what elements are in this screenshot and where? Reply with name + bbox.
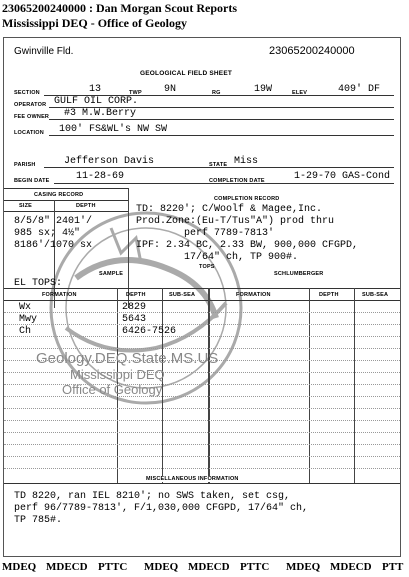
sample-label: SAMPLE [99, 271, 124, 277]
location-label: LOCATION [14, 130, 44, 136]
footer-item: PTTC [98, 561, 128, 573]
section-label: SECTION [14, 90, 40, 96]
schlumberger-label: SCHLUMBERGER [274, 271, 324, 277]
watermark-org: Mississippi DEQ [70, 367, 165, 382]
begin-date-underline [54, 183, 394, 184]
completion-date-value: 1-29-70 GAS-Cond [294, 171, 391, 182]
top-depth-1: 2829 [122, 302, 147, 313]
operator-label: OPERATOR [14, 102, 47, 108]
parish-underline [44, 167, 394, 168]
parish-label: PARISH [14, 162, 36, 168]
casing-depth-label: DEPTH [76, 203, 96, 209]
misc-info-label: MISCELLANEOUS INFORMATION [146, 476, 239, 482]
rg-value: 19W [254, 84, 273, 95]
twp-label: TWP [129, 90, 142, 96]
el-tops: EL TOPS: [14, 278, 63, 289]
watermark-url: Geology.DEQ.State.MS.US [36, 350, 219, 367]
twp-value: 9N [164, 84, 177, 95]
watermark-office: Office of Geology [62, 382, 163, 397]
fee-owner-label: FEE OWNER [14, 114, 50, 120]
completion-line-1: TD: 8220'; C/Woolf & Magee,Inc. [136, 204, 323, 215]
completion-record-label: COMPLETION RECORD [214, 196, 280, 202]
tops-col-3 [309, 288, 310, 483]
rg-label: RG [212, 90, 221, 96]
casing-mid-rule [4, 200, 128, 201]
footer-item: MDECD [188, 561, 230, 573]
location-value: 100' FS&WL's NW SW [59, 124, 168, 135]
footer-item: MDEQ [2, 561, 37, 573]
fee-owner-underline [49, 119, 394, 120]
operator-value: GULF OIL CORP. [54, 96, 139, 107]
top-formation-2: Mwy [19, 314, 38, 325]
footer-item: MDEQ [286, 561, 321, 573]
sample-depth-label: DEPTH [126, 292, 146, 298]
footer-item: MDEQ [144, 561, 179, 573]
field-name: Gwinville Fld. [14, 46, 74, 57]
completion-line-5: 17/64" ch, TP 900#. [184, 252, 299, 263]
footer-item: PTT [382, 561, 404, 573]
parish-value: Jefferson Davis [64, 156, 155, 167]
misc-line-3: TP 785#. [14, 515, 63, 526]
completion-date-label: COMPLETION DATE [209, 178, 265, 184]
casing-row-3: 8186'/1070 sx [14, 240, 93, 251]
top-formation-1: Wx [19, 302, 32, 313]
misc-line-1: TD 8220, ran IEL 8210'; no SWS taken, set csg, [14, 491, 291, 502]
tops-bottom-rule [4, 483, 400, 484]
sample-subsea-label: SUB-SEA [169, 292, 196, 298]
casing-top-rule [4, 188, 128, 189]
casing-row-2: 985 sx; 4½" [14, 228, 81, 239]
footer-item: PTTC [240, 561, 270, 573]
schl-subsea-label: SUB-SEA [362, 292, 389, 298]
tops-col-4 [354, 288, 355, 483]
fee-owner-value: #3 M.W.Berry [64, 108, 137, 119]
casing-divider [128, 188, 129, 308]
state-label: STATE [209, 162, 228, 168]
completion-line-4: IPF: 2.34 BC, 2.33 BW, 900,000 CFGPD, [136, 240, 359, 251]
sample-formation-label: FORMATION [42, 292, 77, 298]
state-value: Miss [234, 156, 259, 167]
elev-label: ELEV [292, 90, 308, 96]
top-depth-3: 6426-7526 [122, 326, 177, 337]
tops-col-mid [208, 288, 210, 483]
schl-depth-label: DEPTH [319, 292, 339, 298]
casing-head-rule [4, 211, 128, 212]
tops-head-top-rule [4, 288, 400, 289]
tops-label: TOPS [199, 264, 215, 270]
tops-head-bottom-rule [4, 300, 400, 301]
footer-item: MDECD [46, 561, 88, 573]
casing-record-label: CASING RECORD [34, 192, 84, 198]
begin-date-label: BEGIN DATE [14, 178, 50, 184]
completion-line-2: Prod.Zone:(Eu-T/Tus"A") prod thru [136, 216, 335, 227]
schl-formation-label: FORMATION [236, 292, 271, 298]
report-subtitle: Mississippi DEQ - Office of Geology [2, 16, 187, 30]
misc-line-2: perf 96/7789-7813', F/1,030,000 CFGPD, 17/64" ch, [14, 503, 309, 514]
top-formation-3: Ch [19, 326, 32, 337]
report-title: 23065200240000 : Dan Morgan Scout Reports [2, 1, 237, 15]
elev-value: 409' DF [338, 84, 381, 95]
field-sheet-card [3, 37, 401, 557]
footer-item: MDECD [330, 561, 372, 573]
location-underline [49, 135, 394, 136]
api-number: 23065200240000 [269, 45, 355, 57]
sheet-title: GEOLOGICAL FIELD SHEET [140, 70, 233, 77]
top-depth-2: 5643 [122, 314, 147, 325]
completion-line-3: perf 7789-7813' [184, 228, 275, 239]
section-value: 13 [89, 84, 102, 95]
begin-date-value: 11-28-69 [76, 171, 125, 182]
casing-size-label: SIZE [19, 203, 33, 209]
casing-row-1: 8/5/8" 2401'/ [14, 216, 93, 227]
